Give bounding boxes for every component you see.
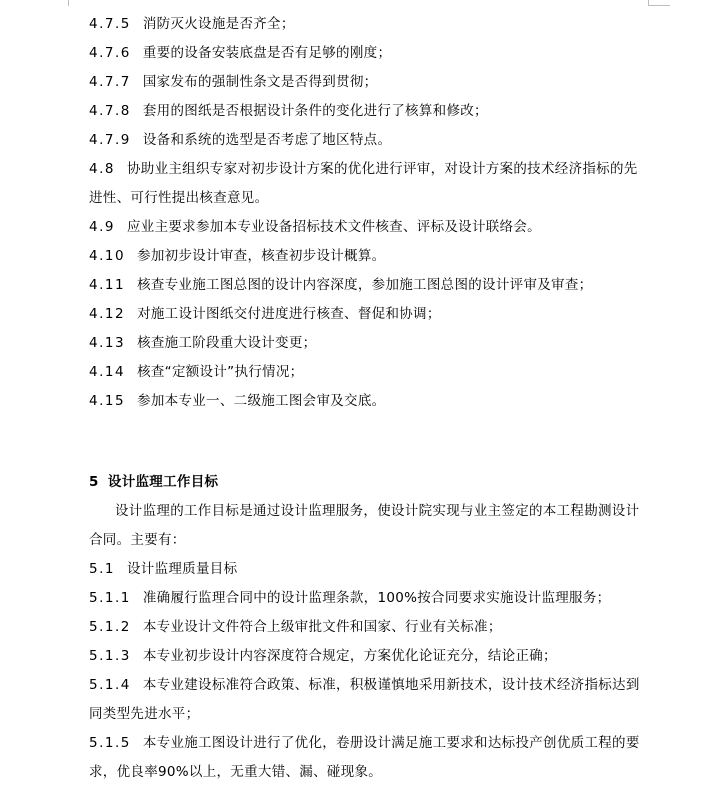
item-text: 应业主要求参加本专业设备招标技术文件核查、评标及设计联络会。 [126,219,541,235]
item-number: 4.12 [89,306,126,322]
item-text: 重要的设备安装底盘是否有足够的刚度； [142,45,392,61]
list-item [89,39,651,68]
item-number: 4.7.5 [89,16,131,32]
item-number: 4.11 [89,277,126,293]
item-text: 协助业主组织专家对初步设计方案的优化进行评审，对设计方案的技术经济指标的先 [126,161,638,177]
item-number: 5.1.4 [89,677,131,693]
item-text: 求，优良率90%以上，无重大错、漏、碰现象。 [89,764,383,780]
item-text: 核查施工阶段重大设计变更； [137,335,317,351]
list-item-4-8-continued [89,184,651,213]
item-number: 4.9 [89,219,115,235]
item-text: 本专业设计文件符合上级审批文件和国家、行业有关标准； [142,619,502,635]
intro-paragraph [89,497,651,526]
crop-mark-right-horizontal [648,5,670,6]
list-item [89,68,651,97]
paragraph-text: 合同。主要有： [89,532,186,548]
item-number: 4.7.7 [89,74,131,90]
item-text: 套用的图纸是否根据设计条件的变化进行了核算和修改； [142,103,488,119]
section-number: 5 [89,474,100,490]
list-item [89,300,651,329]
item-text: 核查专业施工图总图的设计内容深度，参加施工图总图的设计评审及审查； [137,277,593,293]
item-text: 准确履行监理合同中的设计监理条款，100%按合同要求实施设计监理服务； [142,590,611,606]
list-item [89,242,651,271]
list-item-continued [89,758,651,787]
item-text: 参加初步设计审查，核查初步设计概算。 [137,248,386,264]
list-item [89,729,651,758]
item-text: 本专业建设标准符合政策、标准，积极谨慎地采用新技术，设计技术经济指标达到 [142,677,640,693]
item-number: 5.1.1 [89,590,131,606]
item-text: 对施工设计图纸交付进度进行核查、督促和协调； [137,306,441,322]
list-item [89,329,651,358]
list-item [89,358,651,387]
item-text: 本专业初步设计内容深度符合规定，方案优化论证充分，结论正确； [142,648,557,664]
list-item [89,126,651,155]
list-item-4-8 [89,155,651,184]
list-item [89,97,651,126]
blank-space [89,416,651,468]
subsection-heading [89,555,651,584]
document-body [89,10,651,787]
list-item [89,213,651,242]
item-number: 4.7.8 [89,103,131,119]
item-number: 4.13 [89,335,126,351]
item-number: 5.1.3 [89,648,131,664]
item-text: 本专业施工图设计进行了优化，卷册设计满足施工要求和达标投产创优质工程的要 [142,735,640,751]
item-number: 4.10 [89,248,126,264]
item-number: 4.8 [89,161,115,177]
item-text: 核查“定额设计”执行情况； [137,364,304,380]
item-number: 4.14 [89,364,126,380]
list-item [89,387,651,416]
item-number: 5.1.5 [89,735,131,751]
item-text: 参加本专业一、二级施工图会审及交底。 [137,393,386,409]
item-text: 设备和系统的选型是否考虑了地区特点。 [142,132,392,148]
subsection-number: 5.1 [89,561,115,577]
list-item [89,10,651,39]
subsection-title: 设计监理质量目标 [126,561,238,577]
item-number: 4.7.6 [89,45,131,61]
item-number: 5.1.2 [89,619,131,635]
paragraph-text: 设计监理的工作目标是通过设计监理服务，使设计院实现与业主签定的本工程勘测设计 [115,503,640,519]
section-title: 设计监理工作目标 [107,474,219,490]
item-text: 国家发布的强制性条文是否得到贯彻； [142,74,378,90]
section-heading [89,468,651,497]
list-item-continued [89,700,651,729]
item-text: 消防灭火设施是否齐全； [142,16,295,32]
list-item [89,584,651,613]
list-item [89,613,651,642]
list-item [89,271,651,300]
item-text: 同类型先进水平； [89,706,200,722]
list-item [89,642,651,671]
item-number: 4.7.9 [89,132,131,148]
crop-mark-left [68,0,69,6]
item-text: 进性、可行性提出核查意见。 [89,190,269,206]
list-item [89,671,651,700]
item-number: 4.15 [89,393,126,409]
intro-paragraph-continued [89,526,651,555]
